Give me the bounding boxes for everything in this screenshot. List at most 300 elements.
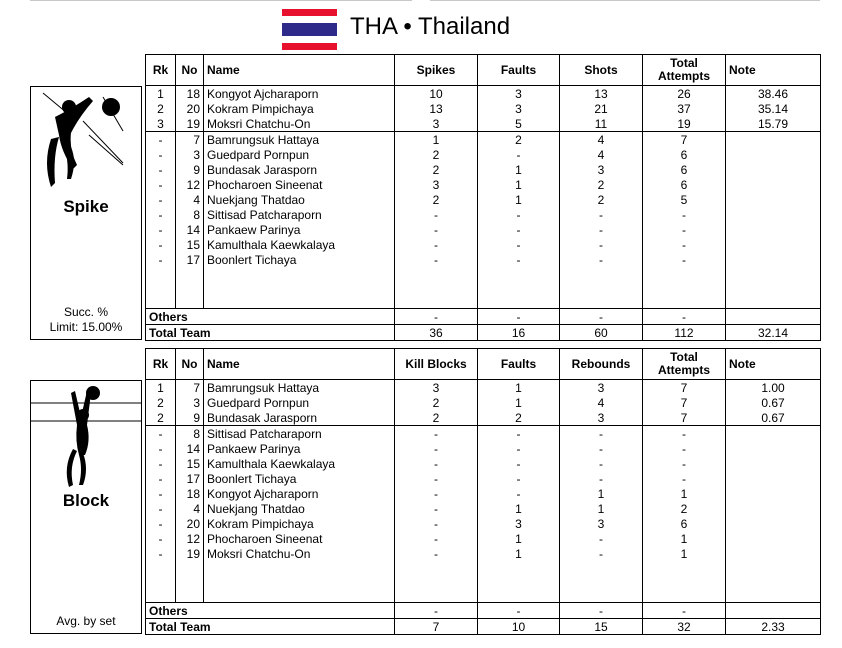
value-cell: - <box>395 222 478 237</box>
table-row <box>146 516 821 531</box>
block-stats-table <box>145 348 821 635</box>
spike-footer-line2: Limit: 15.00% <box>49 320 123 334</box>
value-cell: - <box>560 207 643 222</box>
value-cell: 7 <box>395 619 478 635</box>
blank-row <box>146 267 821 309</box>
total-label: Total Team <box>146 619 395 635</box>
flag-stripe <box>282 23 337 37</box>
note-cell <box>726 237 821 252</box>
value-cell: 3 <box>560 516 643 531</box>
name-cell: Pankaew Parinya <box>204 441 395 456</box>
value-cell: 3 <box>395 380 478 396</box>
note-cell: 38.46 <box>726 86 821 102</box>
number-cell: 17 <box>176 252 204 267</box>
blank-cell <box>395 561 478 603</box>
note-cell <box>726 546 821 561</box>
value-cell: - <box>395 207 478 222</box>
spike-footer-line1: Succ. % <box>63 305 108 319</box>
note-cell <box>726 456 821 471</box>
value-cell: 4 <box>560 147 643 162</box>
value-cell: 1 <box>643 486 726 501</box>
value-cell: - <box>478 471 560 486</box>
value-cell: 7 <box>643 132 726 148</box>
value-cell: - <box>395 486 478 501</box>
table-row <box>146 501 821 516</box>
value-cell: 112 <box>643 325 726 341</box>
col-faults: Faults <box>478 55 560 86</box>
block-label: Block <box>62 491 110 510</box>
name-cell: Bundasak Jarasporn <box>204 162 395 177</box>
number-cell: 19 <box>176 116 204 132</box>
blank-cell <box>478 267 560 309</box>
blank-cell <box>395 267 478 309</box>
col-name: Name <box>204 349 395 380</box>
rank-cell: 1 <box>146 86 176 102</box>
blank-cell <box>204 561 395 603</box>
value-cell: 13 <box>560 86 643 102</box>
spike-label: Spike <box>63 197 109 216</box>
number-cell: 3 <box>176 147 204 162</box>
value-cell: - <box>478 222 560 237</box>
name-cell: Kamulthala Kaewkalaya <box>204 237 395 252</box>
note-cell <box>726 471 821 486</box>
name-cell: Pankaew Parinya <box>204 222 395 237</box>
table-row <box>146 192 821 207</box>
table-row <box>146 207 821 222</box>
value-cell: 2 <box>395 192 478 207</box>
name-cell: Guedpard Pornpun <box>204 395 395 410</box>
table-row <box>146 380 821 396</box>
value-cell: - <box>395 441 478 456</box>
blank-cell <box>560 267 643 309</box>
number-cell: 7 <box>176 380 204 396</box>
value-cell: - <box>478 237 560 252</box>
col-shots: Shots <box>560 55 643 86</box>
value-cell: - <box>395 252 478 267</box>
name-cell: Moksri Chatchu-On <box>204 546 395 561</box>
value-cell: 6 <box>643 177 726 192</box>
table-row <box>146 252 821 267</box>
blank-cell <box>176 561 204 603</box>
note-cell: 15.79 <box>726 116 821 132</box>
note-cell <box>726 441 821 456</box>
top-rule-left <box>30 0 412 1</box>
blank-cell <box>478 561 560 603</box>
number-cell: 14 <box>176 441 204 456</box>
value-cell: - <box>395 426 478 442</box>
value-cell: 3 <box>478 86 560 102</box>
table-row <box>146 101 821 116</box>
value-cell: 15 <box>560 619 643 635</box>
rank-cell: - <box>146 132 176 148</box>
col-rk: Rk <box>146 55 176 86</box>
blank-cell <box>204 267 395 309</box>
spike-header-row <box>146 55 821 86</box>
note-cell <box>726 162 821 177</box>
value-cell: 1 <box>478 177 560 192</box>
number-cell: 12 <box>176 531 204 546</box>
table-row <box>146 147 821 162</box>
name-cell: Kokram Pimpichaya <box>204 101 395 116</box>
value-cell: - <box>643 237 726 252</box>
value-cell: - <box>643 309 726 325</box>
value-cell: 3 <box>560 410 643 426</box>
table-row <box>146 132 821 148</box>
value-cell: 16 <box>478 325 560 341</box>
rank-cell: - <box>146 531 176 546</box>
value-cell: 2 <box>395 162 478 177</box>
number-cell: 9 <box>176 162 204 177</box>
note-cell <box>726 147 821 162</box>
blank-cell <box>560 561 643 603</box>
value-cell: 36 <box>395 325 478 341</box>
value-cell: 1 <box>478 380 560 396</box>
number-cell: 3 <box>176 395 204 410</box>
value-cell: 1 <box>478 162 560 177</box>
blank-cell <box>146 267 176 309</box>
value-cell: - <box>643 207 726 222</box>
note-cell <box>726 486 821 501</box>
value-cell: 7 <box>643 410 726 426</box>
value-cell: 3 <box>478 516 560 531</box>
note-cell <box>726 222 821 237</box>
rank-cell: 2 <box>146 410 176 426</box>
value-cell: - <box>395 237 478 252</box>
spike-panel <box>30 86 142 340</box>
rank-cell: - <box>146 192 176 207</box>
flag-stripe <box>282 9 337 16</box>
number-cell: 20 <box>176 516 204 531</box>
value-cell: - <box>478 252 560 267</box>
value-cell: - <box>643 426 726 442</box>
rank-cell: 2 <box>146 395 176 410</box>
value-cell: 37 <box>643 101 726 116</box>
rank-cell: 2 <box>146 101 176 116</box>
value-cell: 13 <box>395 101 478 116</box>
name-cell: Guedpard Pornpun <box>204 147 395 162</box>
col-note: Note <box>726 55 821 86</box>
value-cell: 10 <box>395 86 478 102</box>
value-cell: 2 <box>395 147 478 162</box>
name-cell: Phocharoen Sineenat <box>204 531 395 546</box>
col-no: No <box>176 349 204 380</box>
value-cell: - <box>560 603 643 619</box>
total-team-row <box>146 325 821 341</box>
value-cell: - <box>395 531 478 546</box>
value-cell: 1 <box>395 132 478 148</box>
value-cell: 1 <box>560 501 643 516</box>
value-cell: - <box>643 252 726 267</box>
note-cell <box>726 516 821 531</box>
note-cell: 0.67 <box>726 410 821 426</box>
table-row <box>146 441 821 456</box>
others-row <box>146 603 821 619</box>
number-cell: 19 <box>176 546 204 561</box>
block-header-row <box>146 349 821 380</box>
value-cell: - <box>395 471 478 486</box>
value-cell: - <box>560 456 643 471</box>
value-cell: - <box>643 471 726 486</box>
note-cell <box>726 207 821 222</box>
blank-cell <box>726 267 821 309</box>
value-cell: 2.33 <box>726 619 821 635</box>
value-cell <box>726 603 821 619</box>
name-cell: Kamulthala Kaewkalaya <box>204 456 395 471</box>
blank-cell <box>643 267 726 309</box>
table-row <box>146 471 821 486</box>
block-pictogram-icon <box>31 381 141 491</box>
others-label: Others <box>146 309 395 325</box>
rank-cell: - <box>146 516 176 531</box>
value-cell: - <box>560 441 643 456</box>
rank-cell: - <box>146 441 176 456</box>
note-cell <box>726 531 821 546</box>
rank-cell: - <box>146 486 176 501</box>
note-cell <box>726 192 821 207</box>
value-cell: 2 <box>395 410 478 426</box>
value-cell: - <box>643 441 726 456</box>
spike-stats-table <box>145 54 821 341</box>
value-cell: 5 <box>643 192 726 207</box>
value-cell: 2 <box>560 177 643 192</box>
flag-stripe <box>282 36 337 43</box>
number-cell: 20 <box>176 101 204 116</box>
value-cell: - <box>478 603 560 619</box>
table-row <box>146 531 821 546</box>
value-cell: - <box>560 426 643 442</box>
name-cell: Kokram Pimpichaya <box>204 516 395 531</box>
rank-cell: - <box>146 252 176 267</box>
total-label: Total Team <box>146 325 395 341</box>
value-cell: 11 <box>560 116 643 132</box>
value-cell: - <box>478 456 560 471</box>
value-cell: 4 <box>560 132 643 148</box>
value-cell: - <box>395 603 478 619</box>
blank-row <box>146 561 821 603</box>
block-panel <box>30 380 142 634</box>
rank-cell: - <box>146 456 176 471</box>
note-cell <box>726 501 821 516</box>
rank-cell: - <box>146 162 176 177</box>
rank-cell: - <box>146 147 176 162</box>
note-cell <box>726 177 821 192</box>
number-cell: 18 <box>176 486 204 501</box>
table-row <box>146 237 821 252</box>
name-cell: Sittisad Patcharaporn <box>204 207 395 222</box>
value-cell: - <box>395 456 478 471</box>
value-cell: - <box>560 237 643 252</box>
value-cell: - <box>478 426 560 442</box>
value-cell: - <box>395 309 478 325</box>
rank-cell: - <box>146 222 176 237</box>
value-cell: 21 <box>560 101 643 116</box>
value-cell: 3 <box>478 101 560 116</box>
value-cell: - <box>478 309 560 325</box>
number-cell: 15 <box>176 456 204 471</box>
rank-cell: 3 <box>146 116 176 132</box>
rank-cell: - <box>146 426 176 442</box>
col-rebounds: Rebounds <box>560 349 643 380</box>
value-cell: - <box>560 546 643 561</box>
value-cell: - <box>560 471 643 486</box>
name-cell: Bamrungsuk Hattaya <box>204 380 395 396</box>
col-note: Note <box>726 349 821 380</box>
table-row <box>146 410 821 426</box>
value-cell: - <box>395 546 478 561</box>
blank-cell <box>146 561 176 603</box>
value-cell: 7 <box>643 380 726 396</box>
others-row <box>146 309 821 325</box>
value-cell: 1 <box>560 486 643 501</box>
value-cell: 32.14 <box>726 325 821 341</box>
name-cell: Bundasak Jarasporn <box>204 410 395 426</box>
value-cell: - <box>395 501 478 516</box>
rank-cell: - <box>146 501 176 516</box>
note-cell: 1.00 <box>726 380 821 396</box>
flag-stripe <box>282 16 337 23</box>
name-cell: Kongyot Ajcharaporn <box>204 86 395 102</box>
blank-cell <box>176 267 204 309</box>
number-cell: 18 <box>176 86 204 102</box>
note-cell: 0.67 <box>726 395 821 410</box>
col-faults: Faults <box>478 349 560 380</box>
value-cell: 32 <box>643 619 726 635</box>
others-label: Others <box>146 603 395 619</box>
thailand-flag-icon <box>282 9 337 50</box>
value-cell: 6 <box>643 162 726 177</box>
table-row <box>146 395 821 410</box>
note-cell <box>726 252 821 267</box>
name-cell: Kongyot Ajcharaporn <box>204 486 395 501</box>
table-row <box>146 426 821 442</box>
col-kill-blocks: Kill Blocks <box>395 349 478 380</box>
col-spikes: Spikes <box>395 55 478 86</box>
value-cell: 10 <box>478 619 560 635</box>
value-cell: 1 <box>478 501 560 516</box>
name-cell: Nuekjang Thatdao <box>204 501 395 516</box>
value-cell: 1 <box>478 192 560 207</box>
value-cell <box>726 309 821 325</box>
value-cell: 2 <box>478 410 560 426</box>
value-cell: 2 <box>395 395 478 410</box>
value-cell: 5 <box>478 116 560 132</box>
blank-cell <box>726 561 821 603</box>
value-cell: - <box>478 486 560 501</box>
value-cell: 4 <box>560 395 643 410</box>
rank-cell: - <box>146 471 176 486</box>
note-cell <box>726 132 821 148</box>
value-cell: 60 <box>560 325 643 341</box>
value-cell: 3 <box>560 162 643 177</box>
value-cell: 19 <box>643 116 726 132</box>
number-cell: 15 <box>176 237 204 252</box>
value-cell: 1 <box>478 546 560 561</box>
value-cell: - <box>395 516 478 531</box>
number-cell: 17 <box>176 471 204 486</box>
table-row <box>146 456 821 471</box>
number-cell: 8 <box>176 426 204 442</box>
number-cell: 12 <box>176 177 204 192</box>
table-row <box>146 486 821 501</box>
value-cell: 2 <box>643 501 726 516</box>
value-cell: - <box>478 441 560 456</box>
value-cell: 1 <box>643 546 726 561</box>
value-cell: 1 <box>478 395 560 410</box>
value-cell: - <box>560 309 643 325</box>
table-row <box>146 222 821 237</box>
value-cell: 6 <box>643 147 726 162</box>
value-cell: 6 <box>643 516 726 531</box>
col-name: Name <box>204 55 395 86</box>
value-cell: - <box>560 531 643 546</box>
rank-cell: - <box>146 237 176 252</box>
table-row <box>146 162 821 177</box>
number-cell: 8 <box>176 207 204 222</box>
flag-stripe <box>282 43 337 50</box>
note-cell <box>726 426 821 442</box>
blank-cell <box>643 561 726 603</box>
value-cell: - <box>643 222 726 237</box>
name-cell: Nuekjang Thatdao <box>204 192 395 207</box>
name-cell: Sittisad Patcharaporn <box>204 426 395 442</box>
note-cell: 35.14 <box>726 101 821 116</box>
col-total-attempts: Total Attempts <box>643 55 726 86</box>
name-cell: Boonlert Tichaya <box>204 471 395 486</box>
rank-cell: - <box>146 177 176 192</box>
value-cell: - <box>560 252 643 267</box>
value-cell: 2 <box>478 132 560 148</box>
block-footer-line1: Avg. by set <box>56 614 116 628</box>
total-team-row <box>146 619 821 635</box>
number-cell: 4 <box>176 192 204 207</box>
table-row <box>146 86 821 102</box>
number-cell: 9 <box>176 410 204 426</box>
number-cell: 7 <box>176 132 204 148</box>
rank-cell: - <box>146 546 176 561</box>
value-cell: 3 <box>560 380 643 396</box>
top-rule-right <box>430 0 820 1</box>
value-cell: - <box>478 207 560 222</box>
col-total-attempts: Total Attempts <box>643 349 726 380</box>
col-no: No <box>176 55 204 86</box>
number-cell: 4 <box>176 501 204 516</box>
table-row <box>146 116 821 132</box>
value-cell: - <box>560 222 643 237</box>
value-cell: 3 <box>395 116 478 132</box>
value-cell: 3 <box>395 177 478 192</box>
value-cell: - <box>478 147 560 162</box>
name-cell: Moksri Chatchu-On <box>204 116 395 132</box>
page-title: THA • Thailand <box>350 13 511 40</box>
table-row <box>146 546 821 561</box>
rank-cell: - <box>146 207 176 222</box>
spike-pictogram-icon <box>31 87 141 197</box>
col-rk: Rk <box>146 349 176 380</box>
name-cell: Boonlert Tichaya <box>204 252 395 267</box>
value-cell: - <box>643 603 726 619</box>
value-cell: 1 <box>478 531 560 546</box>
report-header <box>0 6 842 50</box>
value-cell: 7 <box>643 395 726 410</box>
name-cell: Phocharoen Sineenat <box>204 177 395 192</box>
value-cell: - <box>643 456 726 471</box>
rank-cell: 1 <box>146 380 176 396</box>
value-cell: 2 <box>560 192 643 207</box>
value-cell: 26 <box>643 86 726 102</box>
value-cell: 1 <box>643 531 726 546</box>
number-cell: 14 <box>176 222 204 237</box>
name-cell: Bamrungsuk Hattaya <box>204 132 395 148</box>
